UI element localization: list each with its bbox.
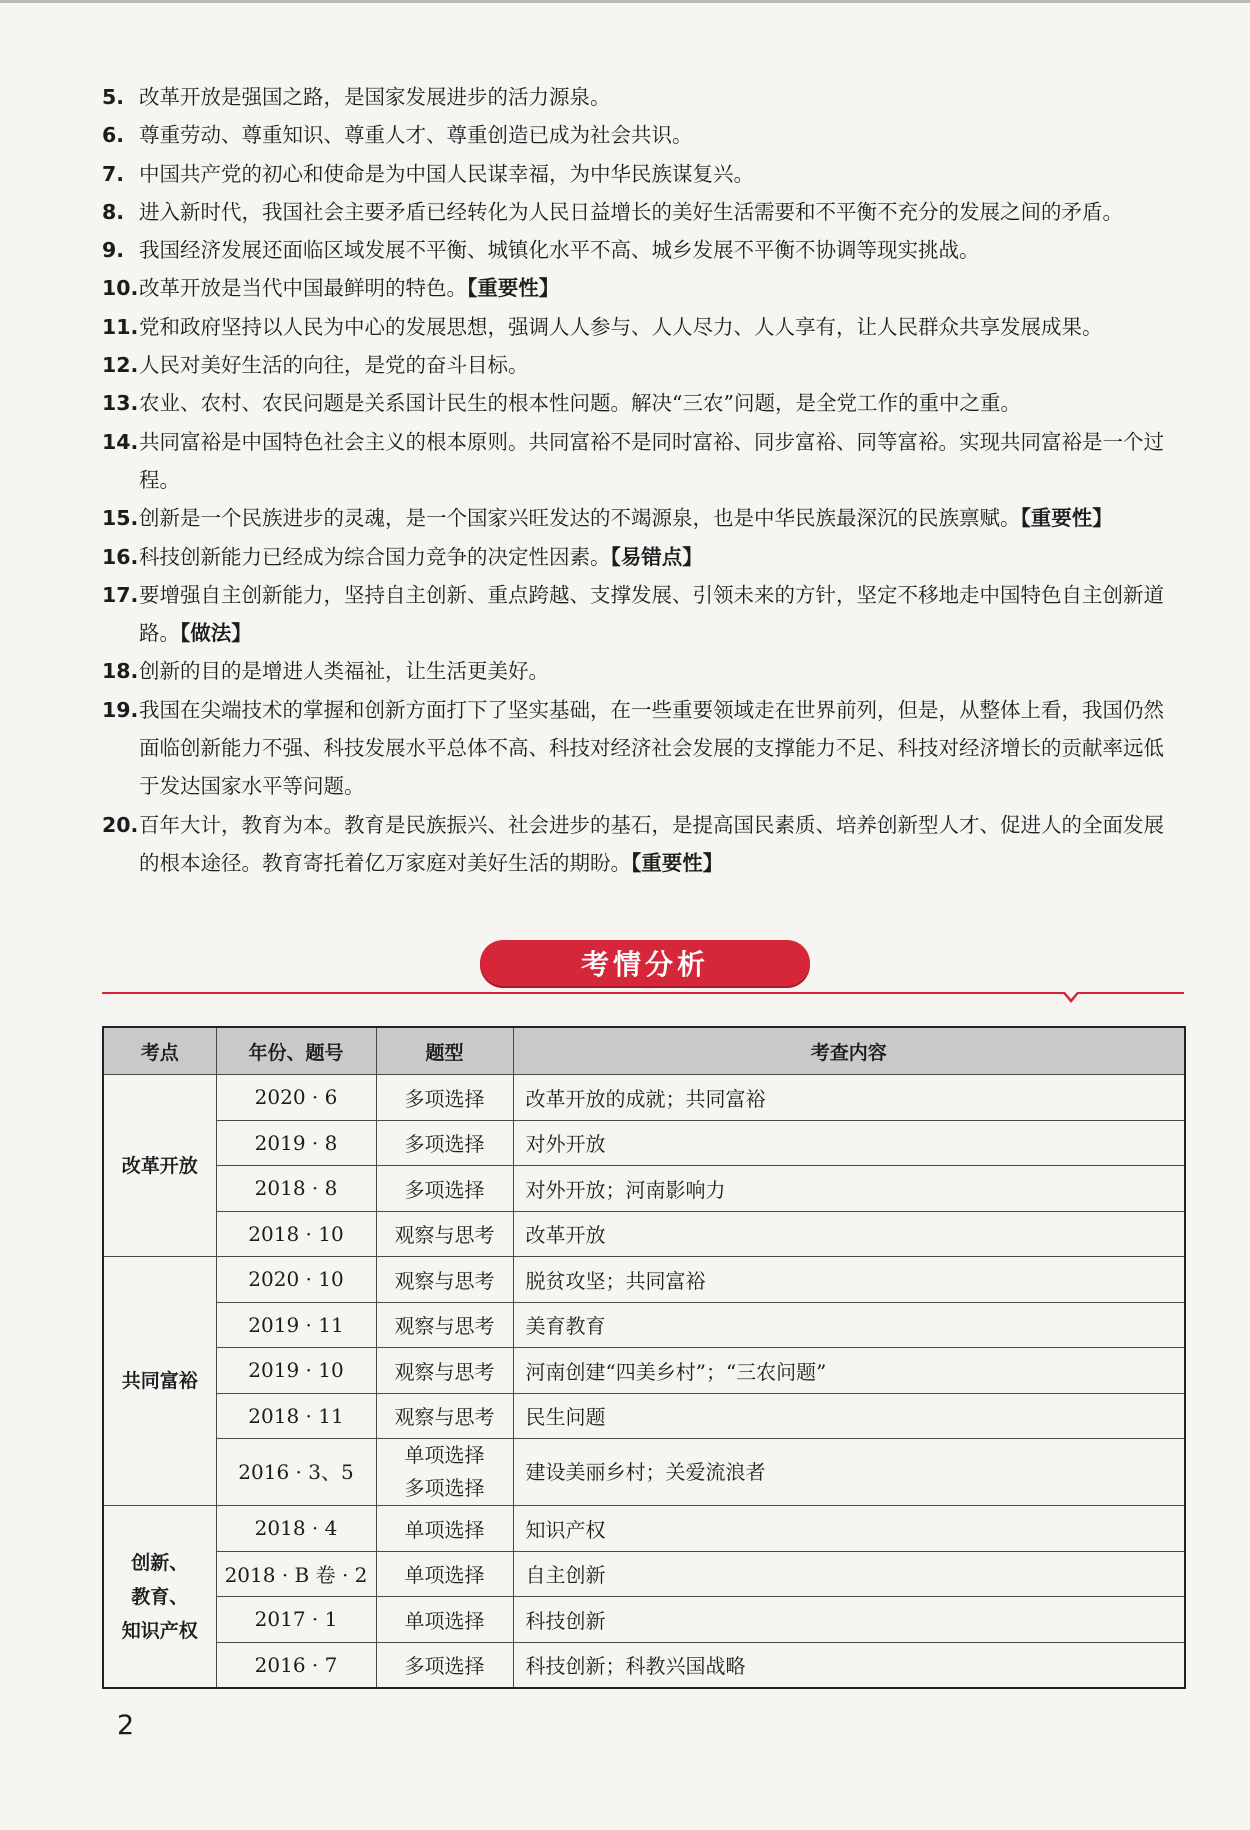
point-number: 16. [102, 544, 139, 569]
list-item [102, 346, 1184, 384]
list-item [102, 78, 1184, 116]
year-cell: 2018 · B 卷 · 2 [216, 1551, 376, 1597]
content-cell: 科技创新；科教兴国战略 [513, 1642, 1185, 1688]
content-cell: 建设美丽乡村；关爱流浪者 [513, 1439, 1185, 1506]
year-cell: 2020 · 6 [216, 1075, 376, 1121]
point-text: 我国经济发展还面临区域发展不平衡、城镇化水平不高、城乡发展不平衡不协调等现实挑战。 [139, 238, 980, 263]
list-item [102, 155, 1184, 193]
top-border [0, 0, 1250, 3]
table-row [103, 1439, 1185, 1506]
table-row [103, 1597, 1185, 1643]
type-cell: 观察与思考 [376, 1302, 513, 1348]
list-item [102, 499, 1184, 537]
year-cell: 2019 · 10 [216, 1348, 376, 1394]
list-item [102, 538, 1184, 576]
point-tag: 【重要性】 [1020, 506, 1113, 531]
point-text: 创新是一个民族进步的灵魂，是一个国家兴旺发达的不竭源泉，也是中华民族最深沉的民族禀赋。【重要性】 [139, 506, 1113, 531]
content-cell: 对外开放 [513, 1120, 1185, 1166]
table-row [103, 1551, 1185, 1597]
table-row [103, 1120, 1185, 1166]
table-header-row [103, 1027, 1185, 1075]
type-cell: 单项选择 [376, 1551, 513, 1597]
content-cell: 改革开放 [513, 1211, 1185, 1257]
point-text: 改革开放是强国之路，是国家发展进步的活力源泉。 [139, 85, 611, 109]
year-cell: 2017 · 1 [216, 1597, 376, 1643]
content-cell: 美育教育 [513, 1302, 1185, 1348]
topic-cell: 改革开放 [103, 1075, 216, 1257]
point-number: 13. [102, 391, 139, 416]
point-number: 10. [102, 276, 139, 301]
type-cell: 观察与思考 [376, 1211, 513, 1257]
table-row [103, 1211, 1185, 1257]
content-cell: 脱贫攻坚；共同富裕 [513, 1257, 1185, 1303]
table-row [103, 1393, 1185, 1439]
content-cell: 科技创新 [513, 1597, 1185, 1643]
point-number: 6. [102, 123, 125, 148]
point-number: 11. [102, 314, 139, 339]
year-cell: 2018 · 11 [216, 1393, 376, 1439]
type-cell: 观察与思考 [376, 1348, 513, 1394]
point-number: 19. [102, 697, 139, 722]
point-number: 7. [102, 161, 125, 186]
type-cell: 观察与思考 [376, 1393, 513, 1439]
point-number: 5. [102, 85, 125, 109]
list-item [102, 652, 1184, 690]
point-text: 中国共产党的初心和使命是为中国人民谋幸福，为中华民族谋复兴。 [139, 161, 754, 186]
year-cell: 2018 · 10 [216, 1211, 376, 1257]
type-cell: 单项选择 [376, 1597, 513, 1643]
table-row [103, 1348, 1185, 1394]
content-cell: 民生问题 [513, 1393, 1185, 1439]
type-cell: 多项选择 [376, 1075, 513, 1121]
type-cell: 多项选择 [376, 1120, 513, 1166]
table-row [103, 1257, 1185, 1303]
point-text: 进入新时代，我国社会主要矛盾已经转化为人民日益增长的美好生活需要和不平衡不充分的发展之间的矛盾。 [139, 199, 1123, 224]
year-cell: 2016 · 7 [216, 1642, 376, 1688]
point-text: 科技创新能力已经成为综合国力竞争的决定性因素。【易错点】 [139, 544, 703, 569]
point-text: 改革开放是当代中国最鲜明的特色。【重要性】 [139, 276, 560, 301]
point-tag: 【易错点】 [610, 544, 703, 569]
type-cell: 单项选择 [376, 1506, 513, 1552]
divider-notch-inner [1065, 992, 1077, 999]
list-item [102, 308, 1184, 346]
table-row [103, 1506, 1185, 1552]
type-cell [376, 1439, 513, 1506]
table-row [103, 1166, 1185, 1212]
point-text: 人民对美好生活的向往，是党的奋斗目标。 [139, 353, 529, 378]
point-number: 9. [102, 238, 125, 263]
point-tag: 【做法】 [180, 621, 252, 646]
table-row [103, 1075, 1185, 1121]
list-item [102, 193, 1184, 231]
point-number: 18. [102, 659, 139, 684]
content-cell: 河南创建“四美乡村”；“三农问题” [513, 1348, 1185, 1394]
list-item [102, 691, 1184, 806]
section-divider [102, 992, 1184, 994]
page-number: 2 [117, 1710, 135, 1741]
point-tag: 【重要性】 [467, 276, 560, 301]
year-cell: 2016 · 3、5 [216, 1439, 376, 1506]
point-number: 12. [102, 353, 139, 378]
section-title: 考情分析 [480, 940, 810, 986]
point-text: 百年大计，教育为本。教育是民族振兴、社会进步的基石，是提高国民素质、培养创新型人才、促进人的全面发展的根本途径。教育寄托着亿万家庭对美好生活的期盼。【重要性】 [139, 812, 1164, 875]
type-line-1: 单项选择 [404, 1443, 485, 1467]
list-item [102, 269, 1184, 307]
year-cell: 2018 · 8 [216, 1166, 376, 1212]
header-type: 题型 [376, 1027, 513, 1075]
year-cell: 2019 · 8 [216, 1120, 376, 1166]
header-topic: 考点 [103, 1027, 216, 1075]
topic-line-3: 知识产权 [121, 1619, 198, 1642]
point-text: 我国在尖端技术的掌握和创新方面打下了坚实基础，在一些重要领域走在世界前列，但是，从整体上看，我国仍然面临创新能力不强、科技发展水平总体不高、科技对经济社会发展的支撑能力不足、科技对经济增长的贡献率远低于发达国家水平等问题。 [139, 697, 1164, 799]
topic-cell [103, 1506, 216, 1689]
point-text: 创新的目的是增进人类福祉，让生活更美好。 [139, 659, 549, 684]
point-text: 尊重劳动、尊重知识、尊重人才、尊重创造已成为社会共识。 [139, 123, 693, 148]
list-item [102, 423, 1184, 500]
year-cell: 2019 · 11 [216, 1302, 376, 1348]
point-text: 共同富裕是中国特色社会主义的根本原则。共同富裕不是同时富裕、同步富裕、同等富裕。实现共同富裕是一个过程。 [139, 429, 1164, 492]
year-cell: 2020 · 10 [216, 1257, 376, 1303]
header-content: 考查内容 [513, 1027, 1185, 1075]
content-cell: 自主创新 [513, 1551, 1185, 1597]
point-number: 15. [102, 506, 139, 531]
point-number: 20. [102, 812, 139, 837]
topic-line-1: 创新、 [131, 1551, 189, 1574]
list-item [102, 231, 1184, 269]
point-tag: 【重要性】 [631, 850, 724, 875]
point-number: 17. [102, 582, 139, 607]
header-year: 年份、题号 [216, 1027, 376, 1075]
knowledge-points-list [102, 78, 1184, 882]
exam-analysis-table [102, 1026, 1186, 1689]
type-cell: 多项选择 [376, 1642, 513, 1688]
list-item [102, 806, 1184, 883]
list-item [102, 116, 1184, 154]
point-text: 党和政府坚持以人民为中心的发展思想，强调人人参与、人人尽力、人人享有，让人民群众共享发展成果。 [139, 314, 1103, 339]
table-row [103, 1302, 1185, 1348]
list-item [102, 576, 1184, 653]
table-row [103, 1642, 1185, 1688]
content-cell: 改革开放的成就；共同富裕 [513, 1075, 1185, 1121]
topic-cell: 共同富裕 [103, 1257, 216, 1506]
year-cell: 2018 · 4 [216, 1506, 376, 1552]
content-cell: 知识产权 [513, 1506, 1185, 1552]
type-cell: 多项选择 [376, 1166, 513, 1212]
point-text: 农业、农村、农民问题是关系国计民生的根本性问题。解决“三农”问题，是全党工作的重中之重。 [139, 391, 1021, 416]
point-text: 要增强自主创新能力，坚持自主创新、重点跨越、支撑发展、引领未来的方针，坚定不移地走中国特色自主创新道路。【做法】 [139, 582, 1164, 646]
point-number: 14. [102, 429, 139, 454]
section-header [102, 940, 1184, 998]
point-number: 8. [102, 199, 125, 224]
content-cell: 对外开放；河南影响力 [513, 1166, 1185, 1212]
topic-line-2: 教育、 [131, 1585, 189, 1608]
type-cell: 观察与思考 [376, 1257, 513, 1303]
list-item [102, 384, 1184, 422]
type-line-2: 多项选择 [404, 1476, 485, 1500]
